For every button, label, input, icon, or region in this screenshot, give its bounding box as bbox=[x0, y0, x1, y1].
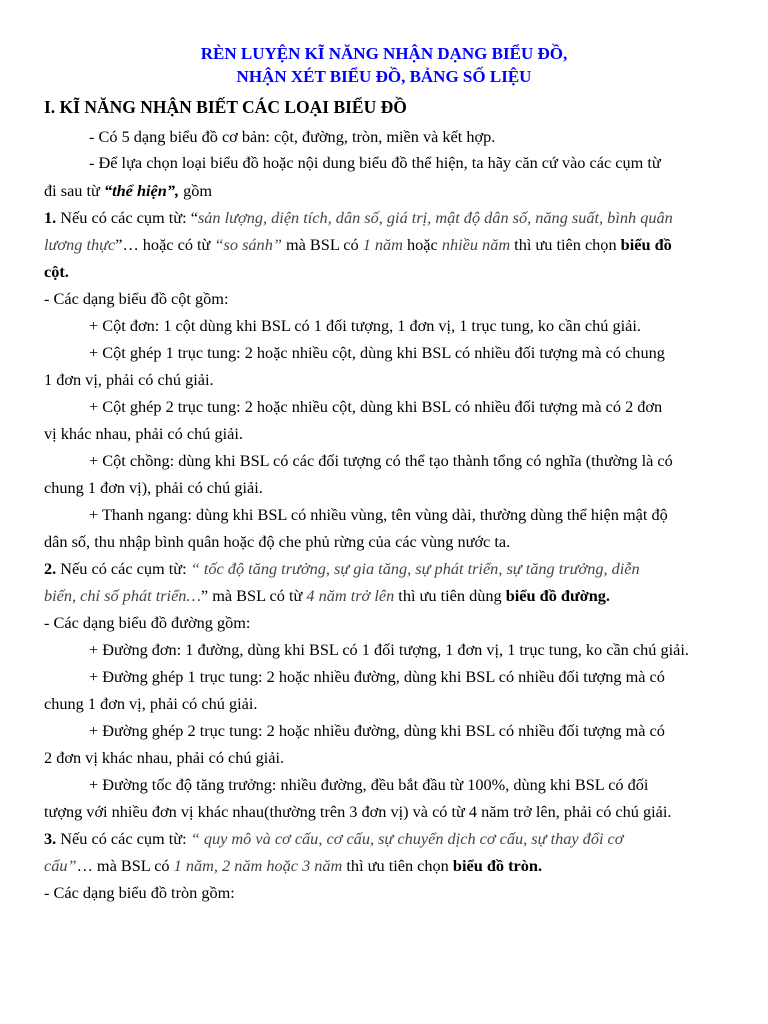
paragraph-1-line-1: 1. Nếu có các cụm từ: “sản lượng, diện tích, dân số, giá trị, mật độ dân số, năng suất, bình quân bbox=[44, 208, 673, 227]
intro-line-3: đi sau từ “thể hiện”, gồm bbox=[44, 181, 213, 200]
title-line-1: RÈN LUYỆN KĨ NĂNG NHẬN DẠNG BIỂU ĐỒ, bbox=[200, 44, 568, 63]
paragraph-2-line-1: 2. Nếu có các cụm từ: “ tốc độ tăng trưởng, sự gia tăng, sự phát triển, sự tăng trưởng, diễn bbox=[44, 559, 640, 578]
column-type-2-line-1: + Cột ghép 1 trục tung: 2 hoặc nhiều cột, dùng khi BSL có nhiều đối tượng mà có chung bbox=[89, 343, 665, 362]
line-type-1: + Đường đơn: 1 đường, dùng khi BSL có 1 đối tượng, 1 đơn vị, 1 trục tung, ko cần chú giải. bbox=[89, 640, 689, 659]
column-type-4-line-1: + Cột chồng: dùng khi BSL có các đối tượng có thể tạo thành tổng có nghĩa (thường là có bbox=[89, 451, 673, 470]
paragraph-1-line-3: cột. bbox=[44, 262, 69, 281]
column-types-heading: - Các dạng biểu đồ cột gồm: bbox=[44, 289, 229, 308]
line-type-2-line-2: chung 1 đơn vị, phải có chú giải. bbox=[44, 694, 258, 713]
column-type-5-line-2: dân số, thu nhập bình quân hoặc độ che phủ rừng của các vùng nước ta. bbox=[44, 532, 511, 551]
intro-line-2: - Để lựa chọn loại biểu đồ hoặc nội dung biểu đồ thể hiện, ta hãy căn cứ vào các cụm từ bbox=[89, 153, 661, 172]
pie-types-heading: - Các dạng biểu đồ tròn gồm: bbox=[44, 883, 235, 902]
column-type-3-line-2: vị khác nhau, phải có chú giải. bbox=[44, 424, 243, 443]
column-type-3-line-1: + Cột ghép 2 trục tung: 2 hoặc nhiều cột, dùng khi BSL có nhiều đối tượng mà có 2 đơn bbox=[89, 397, 663, 416]
column-type-1: + Cột đơn: 1 cột dùng khi BSL có 1 đối tượng, 1 đơn vị, 1 trục tung, ko cần chú giải. bbox=[89, 316, 641, 335]
line-type-4-line-1: + Đường tốc độ tăng trưởng: nhiều đường, đều bắt đầu từ 100%, dùng khi BSL có đối bbox=[89, 775, 649, 794]
paragraph-3-line-1: 3. Nếu có các cụm từ: “ quy mô và cơ cấu, cơ cấu, sự chuyển dịch cơ cấu, sự thay đổi cơ bbox=[44, 829, 624, 848]
line-type-2-line-1: + Đường ghép 1 trục tung: 2 hoặc nhiều đường, dùng khi BSL có nhiều đối tượng mà có bbox=[89, 667, 665, 686]
column-type-4-line-2: chung 1 đơn vị), phải có chú giải. bbox=[44, 478, 263, 497]
paragraph-3-line-2: cấu”… mà BSL có 1 năm, 2 năm hoặc 3 năm thì ưu tiên chọn biểu đồ tròn. bbox=[44, 856, 543, 875]
section-heading: I. KĨ NĂNG NHẬN BIẾT CÁC LOẠI BIỂU ĐỒ bbox=[44, 97, 407, 117]
title-line-2: NHẬN XÉT BIỂU ĐỒ, BẢNG SỐ LIỆU bbox=[236, 67, 532, 86]
line-type-3-line-2: 2 đơn vị khác nhau, phải có chú giải. bbox=[44, 748, 285, 767]
line-type-4-line-2: tượng với nhiều đơn vị khác nhau(thường trên 3 đơn vị) và có từ 4 năm trở lên, phải có chú giải. bbox=[44, 802, 672, 821]
paragraph-2-line-2: biến, chỉ số phát triển…” mà BSL có từ 4 năm trở lên thì ưu tiên dùng biểu đồ đường. bbox=[44, 586, 611, 605]
paragraph-1-line-2: lương thực”… hoặc có từ “so sánh” mà BSL có 1 năm hoặc nhiều năm thì ưu tiên chọn biểu đồ bbox=[44, 235, 672, 254]
column-type-2-line-2: 1 đơn vị, phải có chú giải. bbox=[44, 370, 214, 389]
line-type-3-line-1: + Đường ghép 2 trục tung: 2 hoặc nhiều đường, dùng khi BSL có nhiều đối tượng mà có bbox=[89, 721, 665, 740]
column-type-5-line-1: + Thanh ngang: dùng khi BSL có nhiều vùng, tên vùng dài, thường dùng thể hiện mật độ bbox=[89, 505, 668, 524]
line-types-heading: - Các dạng biểu đồ đường gồm: bbox=[44, 613, 251, 632]
intro-line-1: - Có 5 dạng biểu đồ cơ bản: cột, đường, tròn, miền và kết hợp. bbox=[89, 127, 496, 146]
